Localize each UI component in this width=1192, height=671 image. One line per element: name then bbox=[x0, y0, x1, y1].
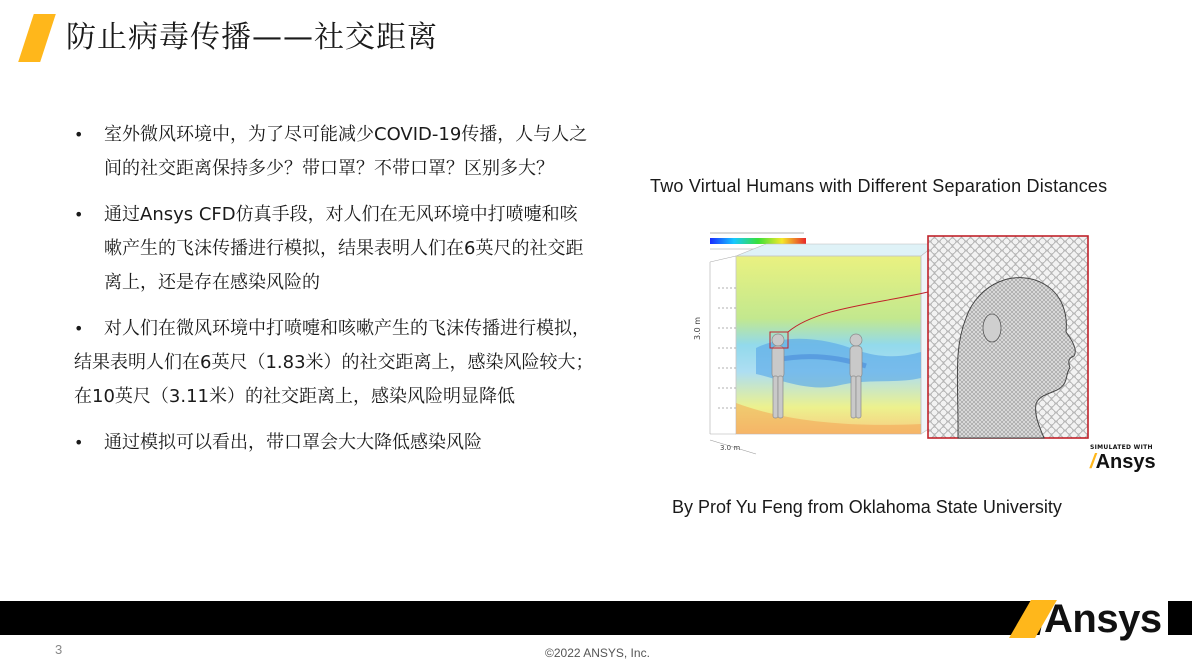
height-label: 3.0 m bbox=[693, 316, 702, 340]
bullet-list bbox=[74, 118, 594, 472]
bullet-item bbox=[74, 198, 594, 300]
slide-title: 防止病毒传播——社交距离 bbox=[66, 20, 438, 55]
bullet-text: 通过模拟可以看出，带口罩会大大降低感染风险 bbox=[104, 432, 482, 453]
bullet-marker: • bbox=[74, 125, 84, 144]
bullet-item bbox=[74, 312, 594, 414]
ansys-logo bbox=[1008, 596, 1168, 642]
badge-brand-text: Ansys bbox=[1095, 451, 1156, 473]
bullet-item bbox=[74, 118, 594, 186]
badge-small-text: SIMULATED WITH bbox=[1090, 444, 1153, 451]
bullet-text: 对人们在微风环境中打喷嚏和咳嗽产生的飞沫传播进行模拟，结果表明人们在6英尺（1.83米）的社交距离上，感染风险较大；在10英尺（3.11米）的社交距离上，感染风险明显降低 bbox=[74, 318, 594, 407]
simulation-figure bbox=[693, 228, 1096, 488]
bullet-text: 室外微风环境中，为了尽可能减少COVID-19传播，人与人之间的社交距离保持多少？带口罩？不带口罩？区别多大？ bbox=[104, 124, 588, 179]
copyright: ©2022 ANSYS, Inc. bbox=[545, 646, 650, 660]
human-figure-right bbox=[850, 334, 862, 418]
simulated-with-badge bbox=[1090, 444, 1170, 473]
figure-caption: By Prof Yu Feng from Oklahoma State University bbox=[672, 497, 1062, 517]
title-accent-bar bbox=[18, 14, 56, 62]
bullet-text: 通过Ansys CFD仿真手段，对人们在无风环境中打喷嚏和咳嗽产生的飞沫传播进行模拟，结果表明人们在6英尺的社交距离上，还是存在感染风险的 bbox=[104, 204, 584, 293]
page-number: 3 bbox=[55, 642, 63, 657]
bullet-marker: • bbox=[74, 319, 84, 338]
logo-wordmark: Ansys bbox=[1044, 597, 1162, 641]
badge-slash-icon: / bbox=[1090, 451, 1096, 473]
depth-label: 3.0 m bbox=[720, 444, 741, 452]
colorbar bbox=[710, 238, 806, 244]
badge-brand bbox=[1090, 451, 1170, 473]
bullet-item bbox=[74, 426, 594, 460]
human-figure-left bbox=[772, 334, 784, 418]
figure-title: Two Virtual Humans with Different Separation Distances bbox=[650, 176, 1108, 196]
bullet-marker: • bbox=[74, 433, 84, 452]
bullet-marker: • bbox=[74, 205, 84, 224]
